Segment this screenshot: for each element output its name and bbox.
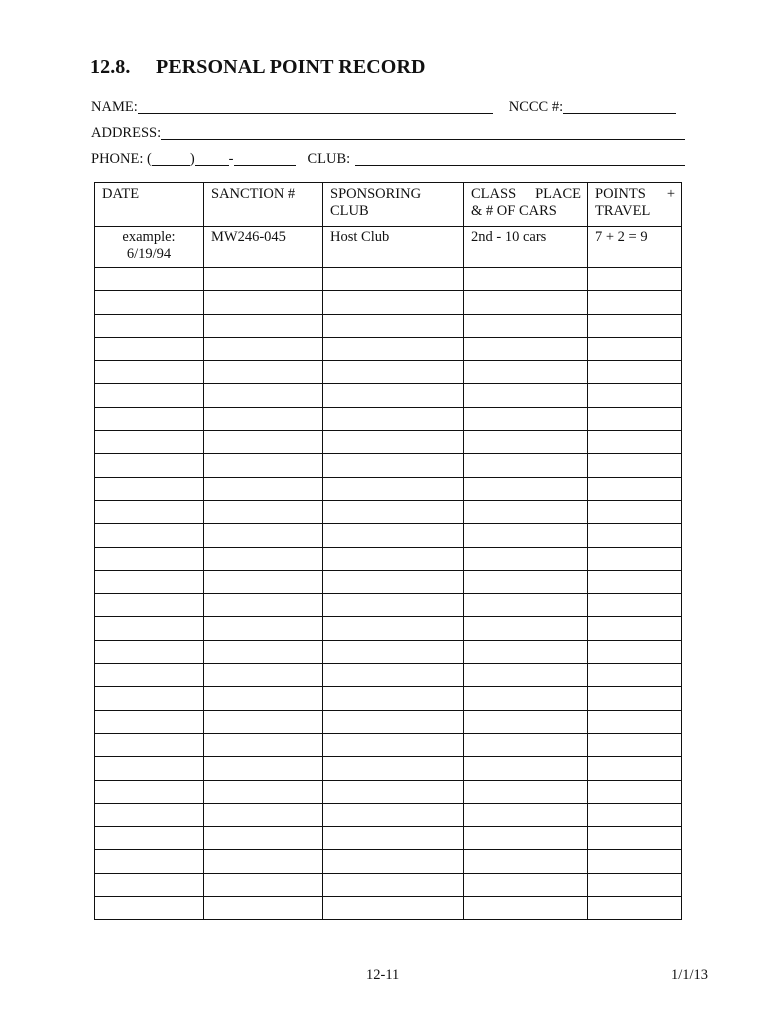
entry-cell[interactable] [464, 664, 588, 687]
entry-cell[interactable] [95, 477, 204, 500]
name-row [91, 96, 685, 116]
entry-cell[interactable] [588, 617, 682, 640]
entry-cell[interactable] [588, 454, 682, 477]
table-row [95, 407, 682, 430]
table-row [95, 268, 682, 291]
example-date: example: 6/19/94 [95, 227, 204, 268]
club-label: CLUB: [307, 151, 351, 167]
entry-cell[interactable] [323, 710, 464, 733]
entry-cell[interactable] [204, 733, 323, 756]
entry-cell[interactable] [95, 850, 204, 873]
entry-cell[interactable] [95, 664, 204, 687]
address-field[interactable] [161, 124, 685, 140]
table-row [95, 687, 682, 710]
entry-cell[interactable] [464, 268, 588, 291]
entry-cell[interactable] [204, 850, 323, 873]
entry-cell[interactable] [464, 733, 588, 756]
table-row [95, 664, 682, 687]
entry-cell[interactable] [588, 664, 682, 687]
page-number: 12-11 [366, 967, 400, 983]
entry-cell[interactable] [464, 803, 588, 826]
header-sanction: SANCTION # [204, 183, 323, 227]
entry-cell[interactable] [323, 617, 464, 640]
entry-cell[interactable] [204, 687, 323, 710]
entry-cell[interactable] [323, 524, 464, 547]
entry-cell[interactable] [95, 454, 204, 477]
entry-cell[interactable] [95, 500, 204, 523]
entry-cell[interactable] [204, 710, 323, 733]
entry-cell[interactable] [204, 640, 323, 663]
entry-cell[interactable] [323, 384, 464, 407]
entry-cell[interactable] [204, 594, 323, 617]
name-label: NAME: [91, 99, 138, 115]
entry-cell[interactable] [588, 431, 682, 454]
entry-cell[interactable] [323, 897, 464, 920]
phone-club-row [91, 148, 685, 168]
entry-cell[interactable] [588, 897, 682, 920]
phone-paren: ) [189, 151, 195, 167]
entry-cell[interactable] [323, 314, 464, 337]
table-row [95, 803, 682, 826]
phone-label: PHONE: ( [91, 151, 152, 167]
table-row [95, 780, 682, 803]
entry-cell[interactable] [588, 500, 682, 523]
table-row [95, 384, 682, 407]
entry-cell[interactable] [588, 337, 682, 360]
entry-cell[interactable] [323, 431, 464, 454]
entry-cell[interactable] [95, 733, 204, 756]
entry-cell[interactable] [204, 384, 323, 407]
table-row [95, 500, 682, 523]
entry-cell[interactable] [323, 477, 464, 500]
table-header-row [95, 183, 682, 227]
entry-cell[interactable] [204, 757, 323, 780]
example-club: Host Club [323, 227, 464, 268]
table-row [95, 337, 682, 360]
phone-dash: - [228, 151, 234, 167]
entry-cell[interactable] [204, 291, 323, 314]
entry-cell[interactable] [588, 407, 682, 430]
entry-cell[interactable] [588, 687, 682, 710]
entry-cell[interactable] [323, 454, 464, 477]
entry-cell[interactable] [588, 873, 682, 896]
address-row [91, 122, 685, 142]
entry-cell[interactable] [95, 431, 204, 454]
table-row [95, 314, 682, 337]
entry-cell[interactable] [95, 640, 204, 663]
entry-cell[interactable] [323, 757, 464, 780]
entry-cell[interactable] [588, 547, 682, 570]
name-field[interactable] [138, 98, 493, 114]
table-row [95, 431, 682, 454]
header-points-travel: POINTS + TRAVEL [588, 183, 682, 227]
entry-cell[interactable] [588, 361, 682, 384]
entry-cell[interactable] [204, 454, 323, 477]
entry-cell[interactable] [464, 291, 588, 314]
entry-cell[interactable] [204, 547, 323, 570]
entry-cell[interactable] [95, 617, 204, 640]
entry-cell[interactable] [588, 710, 682, 733]
entry-cell[interactable] [464, 640, 588, 663]
table-row [95, 547, 682, 570]
entry-cell[interactable] [464, 454, 588, 477]
example-row [95, 227, 682, 268]
entry-cell[interactable] [323, 291, 464, 314]
entry-cell[interactable] [95, 384, 204, 407]
entry-cell[interactable] [204, 314, 323, 337]
entry-cell[interactable] [204, 897, 323, 920]
entry-cell[interactable] [464, 617, 588, 640]
entry-cell[interactable] [323, 337, 464, 360]
entry-cell[interactable] [464, 757, 588, 780]
entry-cell[interactable] [204, 268, 323, 291]
page-title: PERSONAL POINT RECORD [156, 56, 426, 78]
entry-cell[interactable] [95, 710, 204, 733]
entry-cell[interactable] [204, 361, 323, 384]
entry-cell[interactable] [588, 570, 682, 593]
entry-cell[interactable] [204, 337, 323, 360]
entry-cell[interactable] [323, 850, 464, 873]
phone-area-field[interactable] [152, 150, 190, 166]
entry-cell[interactable] [323, 361, 464, 384]
entry-cell[interactable] [204, 664, 323, 687]
entry-cell[interactable] [588, 850, 682, 873]
entry-cell[interactable] [323, 873, 464, 896]
entry-cell[interactable] [464, 897, 588, 920]
table-row [95, 757, 682, 780]
nccc-field[interactable] [563, 98, 676, 114]
header-class-place: CLASS PLACE & # OF CARS [464, 183, 588, 227]
entry-cell[interactable] [95, 547, 204, 570]
entry-cell[interactable] [204, 477, 323, 500]
entry-cell[interactable] [95, 594, 204, 617]
entry-cell[interactable] [323, 664, 464, 687]
entry-cell[interactable] [323, 687, 464, 710]
example-points: 7 + 2 = 9 [588, 227, 682, 268]
club-field[interactable] [355, 150, 685, 166]
entry-cell[interactable] [95, 407, 204, 430]
entry-cell[interactable] [95, 687, 204, 710]
phone-prefix-field[interactable] [195, 150, 229, 166]
entry-cell[interactable] [588, 757, 682, 780]
entry-cell[interactable] [464, 500, 588, 523]
entry-cell[interactable] [95, 757, 204, 780]
example-class: 2nd - 10 cars [464, 227, 588, 268]
entry-cell[interactable] [588, 384, 682, 407]
entry-cell[interactable] [95, 314, 204, 337]
table-row [95, 710, 682, 733]
entry-cell[interactable] [95, 361, 204, 384]
entry-cell[interactable] [464, 477, 588, 500]
table-row [95, 454, 682, 477]
entry-cell[interactable] [588, 780, 682, 803]
entry-cell[interactable] [464, 594, 588, 617]
header-sponsoring-club: SPONSORING CLUB [323, 183, 464, 227]
entry-cell[interactable] [588, 733, 682, 756]
header-date: DATE [95, 183, 204, 227]
entry-cell[interactable] [588, 640, 682, 663]
entry-cell[interactable] [464, 314, 588, 337]
entry-cell[interactable] [464, 873, 588, 896]
entry-cell[interactable] [323, 780, 464, 803]
section-number: 12.8. [90, 56, 131, 78]
entry-cell[interactable] [588, 803, 682, 826]
entry-cell[interactable] [323, 547, 464, 570]
address-label: ADDRESS: [91, 125, 162, 141]
table-row [95, 291, 682, 314]
table-row [95, 827, 682, 850]
entry-cell[interactable] [464, 337, 588, 360]
entry-cell[interactable] [323, 500, 464, 523]
entry-cell[interactable] [95, 570, 204, 593]
entry-cell[interactable] [464, 850, 588, 873]
entry-cell[interactable] [323, 268, 464, 291]
entry-cell[interactable] [323, 733, 464, 756]
entry-cell[interactable] [204, 780, 323, 803]
entry-cell[interactable] [588, 524, 682, 547]
entry-cell[interactable] [204, 803, 323, 826]
entry-cell[interactable] [464, 361, 588, 384]
table-row [95, 594, 682, 617]
entry-cell[interactable] [464, 780, 588, 803]
revision-date: 1/1/13 [671, 967, 709, 983]
table-row [95, 477, 682, 500]
entry-cell[interactable] [204, 617, 323, 640]
entry-cell[interactable] [95, 291, 204, 314]
entry-cell[interactable] [588, 291, 682, 314]
entry-cell[interactable] [464, 710, 588, 733]
entry-cell[interactable] [204, 873, 323, 896]
table-row [95, 850, 682, 873]
entry-cell[interactable] [204, 500, 323, 523]
entry-cell[interactable] [588, 594, 682, 617]
point-record-table [94, 182, 682, 920]
table-row [95, 570, 682, 593]
entry-cell[interactable] [323, 803, 464, 826]
entry-cell[interactable] [95, 337, 204, 360]
table-row [95, 873, 682, 896]
nccc-label: NCCC #: [508, 99, 564, 115]
table-row [95, 733, 682, 756]
entry-cell[interactable] [464, 827, 588, 850]
entry-cell[interactable] [464, 547, 588, 570]
entry-cell[interactable] [95, 873, 204, 896]
entry-cell[interactable] [464, 687, 588, 710]
entry-cell[interactable] [588, 827, 682, 850]
table-row [95, 640, 682, 663]
entry-cell[interactable] [95, 803, 204, 826]
entry-cell[interactable] [204, 407, 323, 430]
entry-cell[interactable] [204, 431, 323, 454]
entry-cell[interactable] [588, 314, 682, 337]
entry-cell[interactable] [464, 384, 588, 407]
entry-cell[interactable] [464, 524, 588, 547]
phone-line-field[interactable] [234, 150, 296, 166]
entry-cell[interactable] [588, 477, 682, 500]
entry-cell[interactable] [588, 268, 682, 291]
table-row [95, 524, 682, 547]
table-row [95, 617, 682, 640]
entry-cell[interactable] [464, 431, 588, 454]
entry-cell[interactable] [323, 594, 464, 617]
entry-cell[interactable] [323, 407, 464, 430]
entry-cell[interactable] [95, 780, 204, 803]
example-sanction: MW246-045 [204, 227, 323, 268]
entry-cell[interactable] [204, 827, 323, 850]
entry-cell[interactable] [323, 570, 464, 593]
entry-cell[interactable] [323, 640, 464, 663]
entry-cell[interactable] [323, 827, 464, 850]
entry-cell[interactable] [95, 268, 204, 291]
entry-cell[interactable] [204, 524, 323, 547]
entry-cell[interactable] [464, 570, 588, 593]
table-row [95, 897, 682, 920]
entry-cell[interactable] [204, 570, 323, 593]
page-heading [90, 56, 426, 79]
entry-cell[interactable] [95, 897, 204, 920]
entry-cell[interactable] [95, 524, 204, 547]
table-row [95, 361, 682, 384]
entry-cell[interactable] [95, 827, 204, 850]
entry-cell[interactable] [464, 407, 588, 430]
